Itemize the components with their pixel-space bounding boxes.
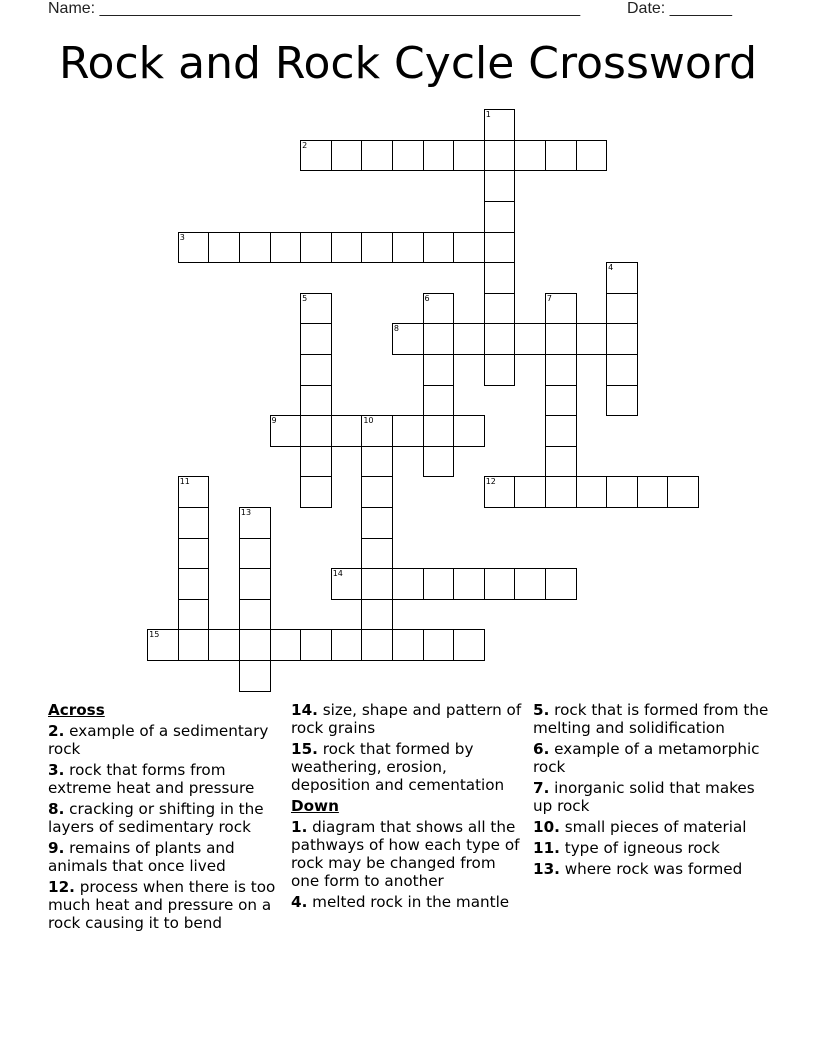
grid-cell[interactable]: [331, 568, 363, 600]
grid-cell[interactable]: [300, 446, 332, 478]
grid-cell[interactable]: [270, 415, 302, 447]
clue-number-label: 11: [179, 477, 190, 487]
clue-text: small pieces of material: [564, 818, 747, 836]
clue-number-label: 3: [179, 232, 185, 242]
clue-text: rock that forms from extreme heat and pressure: [48, 761, 255, 797]
grid-cell[interactable]: [178, 476, 210, 508]
grid-cell[interactable]: [545, 446, 577, 478]
grid-cell[interactable]: [545, 385, 577, 417]
grid-cell[interactable]: [331, 629, 363, 661]
grid-cell[interactable]: [300, 354, 332, 386]
grid-cell[interactable]: [423, 323, 455, 355]
grid-cell[interactable]: [545, 415, 577, 447]
grid-cell[interactable]: [300, 476, 332, 508]
grid-cell[interactable]: [453, 568, 485, 600]
clue-text: process when there is too much heat and pressure on a rock causing it to bend: [48, 878, 276, 932]
clue-number: 2.: [48, 722, 65, 740]
clues-column-2: [291, 701, 527, 914]
clue-number: 11.: [533, 839, 560, 857]
grid-cell[interactable]: [178, 232, 210, 264]
clue-down-13: [533, 860, 769, 878]
grid-cell[interactable]: [484, 354, 516, 386]
grid-cell[interactable]: [392, 629, 424, 661]
clue-text: cracking or shifting in the layers of sedimentary rock: [48, 800, 264, 836]
grid-cell[interactable]: [361, 476, 393, 508]
clues-column-3: [533, 701, 769, 881]
grid-cell[interactable]: [178, 599, 210, 631]
grid-cell[interactable]: [545, 354, 577, 386]
grid-cell[interactable]: [606, 293, 638, 325]
clue-number: 4.: [291, 893, 308, 911]
clue-number-label: 9: [271, 416, 277, 426]
clue-text: melted rock in the mantle: [312, 893, 510, 911]
grid-cell[interactable]: [576, 476, 608, 508]
clue-number: 9.: [48, 839, 65, 857]
grid-cell[interactable]: [545, 293, 577, 325]
grid-cell[interactable]: [484, 293, 516, 325]
grid-cell[interactable]: [300, 323, 332, 355]
grid-cell[interactable]: [545, 140, 577, 172]
clue-text: diagram that shows all the pathways of how each type of rock may be changed from one form to another: [291, 818, 520, 890]
grid-cell[interactable]: [178, 507, 210, 539]
grid-cell[interactable]: [423, 415, 455, 447]
grid-cell[interactable]: [361, 538, 393, 570]
clue-number: 14.: [291, 701, 318, 719]
clue-text: example of a sedimentary rock: [48, 722, 269, 758]
grid-cell[interactable]: [606, 323, 638, 355]
grid-cell[interactable]: [178, 568, 210, 600]
clue-number-label: 1: [485, 110, 491, 120]
clue-number: 8.: [48, 800, 65, 818]
grid-cell[interactable]: [300, 293, 332, 325]
clue-number: 6.: [533, 740, 550, 758]
clue-number-label: 12: [485, 477, 496, 487]
clue-text: rock that formed by weathering, erosion, deposition and cementation: [291, 740, 505, 794]
grid-cell[interactable]: [484, 170, 516, 202]
clue-text: rock that is formed from the melting and solidification: [533, 701, 769, 737]
grid-cell[interactable]: [239, 599, 271, 631]
clue-number-label: 13: [240, 507, 252, 517]
clue-down-4: [291, 893, 527, 911]
grid-cell[interactable]: [514, 568, 546, 600]
grid-cell[interactable]: [300, 140, 332, 172]
grid-cell[interactable]: [637, 476, 669, 508]
grid-cell[interactable]: [361, 599, 393, 631]
grid-cell[interactable]: [484, 232, 516, 264]
grid-cell[interactable]: [423, 446, 455, 478]
grid-cell[interactable]: [300, 629, 332, 661]
clue-number-label: 8: [393, 324, 399, 334]
grid-cell[interactable]: [606, 262, 638, 294]
clue-text: remains of plants and animals that once lived: [48, 839, 235, 875]
date-field[interactable]: Date: _______: [627, 0, 732, 17]
grid-cell[interactable]: [392, 568, 424, 600]
clue-across-8: [48, 800, 284, 836]
clue-down-1: [291, 818, 527, 890]
clue-down-6: [533, 740, 769, 776]
grid-cell[interactable]: [239, 538, 271, 570]
page-title: Rock and Rock Cycle Crossword: [58, 38, 758, 89]
grid-cell[interactable]: [239, 507, 271, 539]
grid-cell[interactable]: [361, 140, 393, 172]
clue-number-label: 4: [608, 263, 614, 273]
clue-text: size, shape and pattern of rock grains: [291, 701, 522, 737]
down-heading: Down: [291, 797, 339, 815]
clue-number: 10.: [533, 818, 560, 836]
clue-text: inorganic solid that makes up rock: [533, 779, 755, 815]
clue-down-5: [533, 701, 769, 737]
clue-number-label: 10: [363, 416, 374, 426]
grid-cell[interactable]: [484, 262, 516, 294]
grid-cell[interactable]: [606, 476, 638, 508]
grid-cell[interactable]: [453, 140, 485, 172]
clues-column-1: [48, 701, 284, 935]
clue-text: type of igneous rock: [564, 839, 720, 857]
grid-cell[interactable]: [361, 415, 393, 447]
grid-cell[interactable]: [514, 140, 546, 172]
clue-down-11: [533, 839, 769, 857]
grid-cell[interactable]: [239, 232, 271, 264]
clue-across-9: [48, 839, 284, 875]
across-heading: Across: [48, 701, 105, 719]
grid-cell[interactable]: [331, 415, 363, 447]
clue-text: where rock was formed: [564, 860, 743, 878]
grid-cell[interactable]: [178, 629, 210, 661]
name-field[interactable]: Name: ______________________________________________________: [48, 0, 581, 17]
grid-cell[interactable]: [392, 323, 424, 355]
grid-cell[interactable]: [453, 232, 485, 264]
grid-cell[interactable]: [545, 323, 577, 355]
grid-cell[interactable]: [392, 415, 424, 447]
clue-number-label: 7: [546, 293, 552, 303]
grid-cell[interactable]: [484, 109, 516, 141]
clue-number-label: 14: [332, 569, 343, 579]
grid-cell[interactable]: [576, 140, 608, 172]
grid-cell[interactable]: [423, 629, 455, 661]
clue-down-10: [533, 818, 769, 836]
grid-cell[interactable]: [392, 140, 424, 172]
grid-cell[interactable]: [423, 140, 455, 172]
grid-cell[interactable]: [484, 201, 516, 233]
grid-cell[interactable]: [147, 629, 179, 661]
grid-cell[interactable]: [239, 660, 271, 692]
grid-cell[interactable]: [361, 568, 393, 600]
clue-across-12: [48, 878, 284, 932]
grid-cell[interactable]: [606, 385, 638, 417]
clue-number: 15.: [291, 740, 318, 758]
grid-cell[interactable]: [514, 323, 546, 355]
grid-cell[interactable]: [423, 232, 455, 264]
grid-cell[interactable]: [300, 232, 332, 264]
grid-cell[interactable]: [423, 293, 455, 325]
grid-cell[interactable]: [300, 385, 332, 417]
grid-cell[interactable]: [545, 476, 577, 508]
clue-number: 7.: [533, 779, 550, 797]
grid-cell[interactable]: [576, 323, 608, 355]
grid-cell[interactable]: [361, 507, 393, 539]
clue-across-3: [48, 761, 284, 797]
clue-number: 13.: [533, 860, 560, 878]
grid-cell[interactable]: [178, 538, 210, 570]
grid-cell[interactable]: [270, 232, 302, 264]
clue-across-14: [291, 701, 527, 737]
grid-cell[interactable]: [331, 232, 363, 264]
grid-cell[interactable]: [606, 354, 638, 386]
clue-number: 1.: [291, 818, 308, 836]
clue-down-7: [533, 779, 769, 815]
grid-cell[interactable]: [361, 232, 393, 264]
grid-cell[interactable]: [361, 446, 393, 478]
clue-number-label: 2: [302, 140, 308, 150]
grid-cell[interactable]: [423, 568, 455, 600]
clue-across-15: [291, 740, 527, 794]
grid-cell[interactable]: [208, 629, 240, 661]
grid-cell[interactable]: [300, 415, 332, 447]
grid-cell[interactable]: [453, 415, 485, 447]
grid-cell[interactable]: [484, 568, 516, 600]
clue-number: 5.: [533, 701, 550, 719]
grid-cell[interactable]: [484, 323, 516, 355]
grid-cell[interactable]: [423, 354, 455, 386]
grid-cell[interactable]: [545, 568, 577, 600]
clue-number: 12.: [48, 878, 75, 896]
grid-cell[interactable]: [514, 476, 546, 508]
grid-cell[interactable]: [208, 232, 240, 264]
clue-number-label: 5: [302, 293, 308, 303]
grid-cell[interactable]: [423, 385, 455, 417]
grid-cell[interactable]: [239, 629, 271, 661]
grid-cell[interactable]: [484, 476, 516, 508]
clue-number: 3.: [48, 761, 65, 779]
clue-number-label: 6: [424, 293, 430, 303]
clue-text: example of a metamorphic rock: [533, 740, 760, 776]
grid-cell[interactable]: [392, 232, 424, 264]
grid-cell[interactable]: [667, 476, 699, 508]
grid-cell[interactable]: [453, 629, 485, 661]
grid-cell[interactable]: [453, 323, 485, 355]
grid-cell[interactable]: [270, 629, 302, 661]
grid-cell[interactable]: [239, 568, 271, 600]
grid-cell[interactable]: [361, 629, 393, 661]
grid-cell[interactable]: [484, 140, 516, 172]
grid-cell[interactable]: [331, 140, 363, 172]
clue-number-label: 15: [149, 630, 160, 640]
clue-across-2: [48, 722, 284, 758]
